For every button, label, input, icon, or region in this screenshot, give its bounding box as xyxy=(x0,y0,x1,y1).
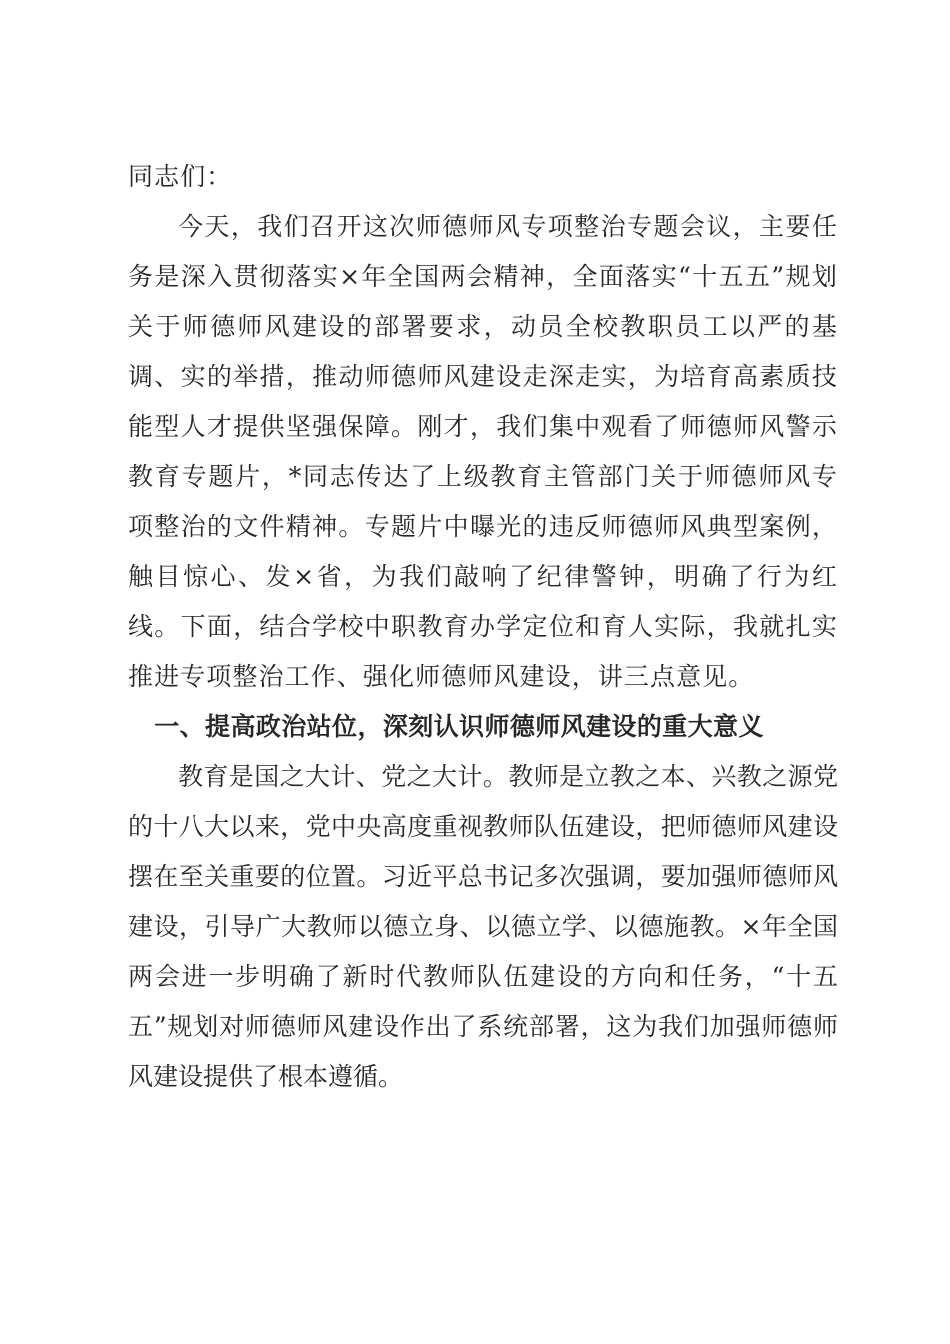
document-body xyxy=(128,152,838,1102)
section-heading: 一、提高政治站位，深刻认识师德师风建设的重大意义 xyxy=(154,712,764,741)
opening-paragraph: 今天，我们召开这次师德师风专项整治专题会议，主要任务是深入贯彻落实×年全国两会精神，全面落实“十五五”规划关于师德师风建设的部署要求，动员全校教职员工以严的基调、实的举措，推动师德师风建设走深走实，为培育高素质技能型人才提供坚强保障。刚才，我们集中观看了师德师风警示教育专题片，*同志传达了上级教育主管部门关于师德师风专项整治的文件精神。专题片中曝光的违反师德师风典型案例，触目惊心、发×省，为我们敲响了纪律警钟，明确了行为红线。下面，结合学校中职教育办学定位和育人实际，我就扎实推进专项整治工作、强化师德师风建设，讲三点意见。 xyxy=(128,212,838,691)
salutation: 同志们： xyxy=(128,162,233,191)
section-paragraph: 教育是国之大计、党之大计。教师是立教之本、兴教之源党的十八大以来，党中央高度重视教师队伍建设，把师德师风建设摆在至关重要的位置。习近平总书记多次强调，要加强师德师风建设，引导广大教师以德立身、以德立学、以德施教。×年全国两会进一步明确了新时代教师队伍建设的方向和任务，“十五五”规划对师德师风建设作出了系统部署，这为我们加强师德师风建设提供了根本遵循。 xyxy=(128,762,838,1091)
